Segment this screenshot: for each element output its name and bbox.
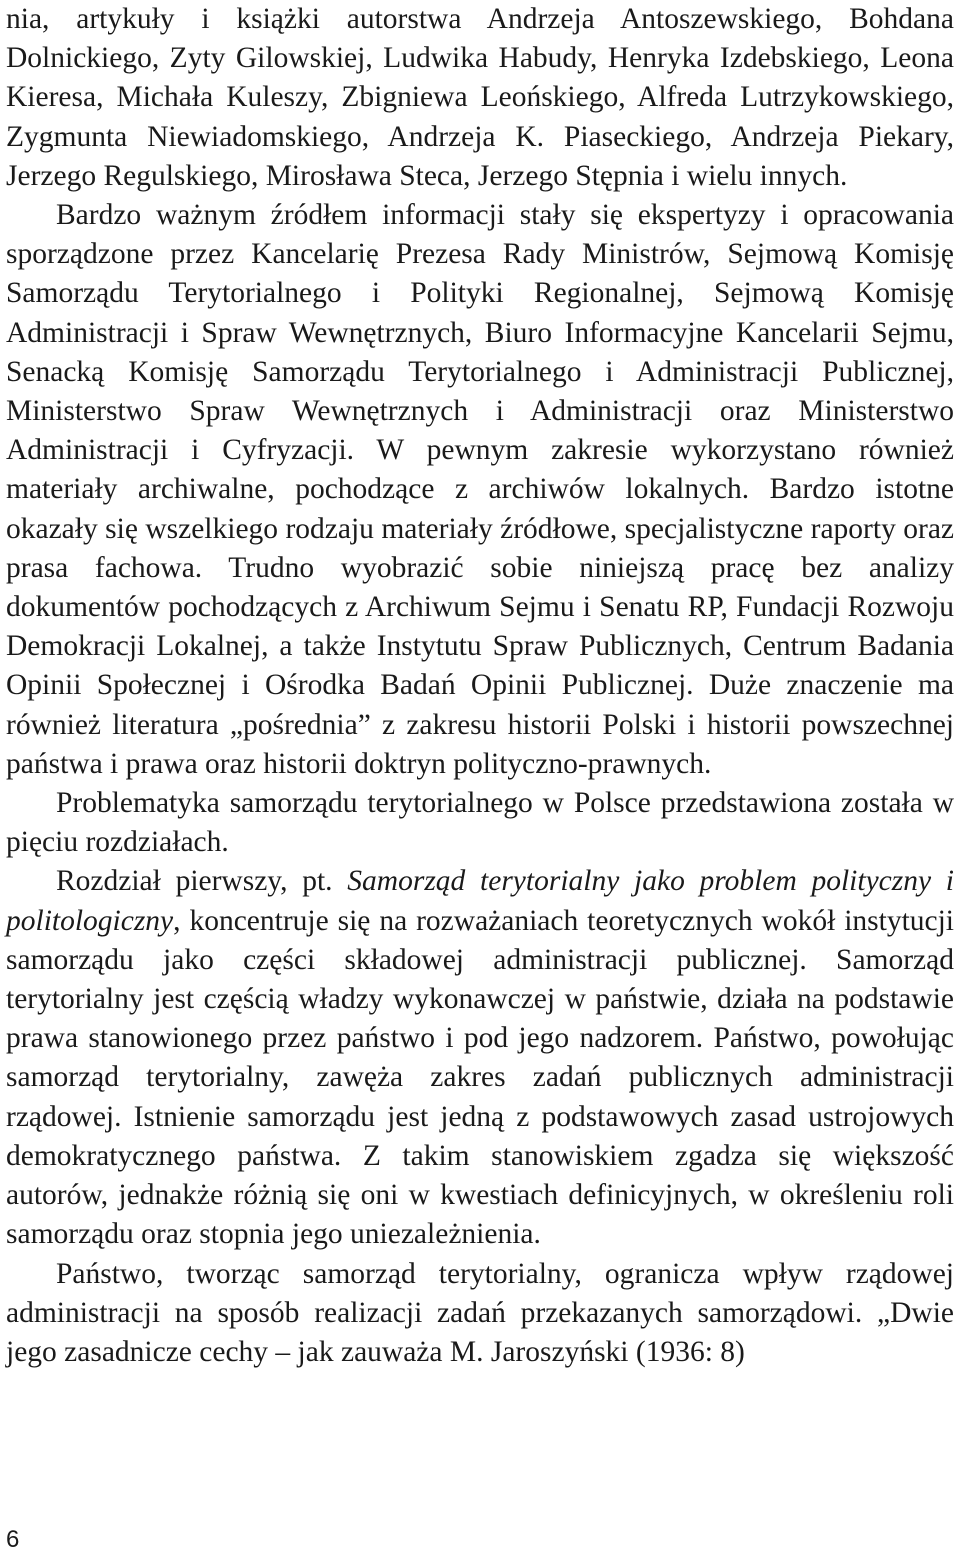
paragraph-continuation: nia, artykuły i książki autorstwa Andrzeja Antoszewskiego, Bohdana Dolnickiego, Zyty Gilowskiej, Ludwika Habudy, Henryka Izdebskiego, Leona Kieresa, Michała Kuleszy, Zbigniewa Leońskiego, Alfreda Lutrzykowskiego, Zygmunta Niewiadomskiego, Andrzeja K. Piaseckiego, Andrzeja Piekary, Jerzego Regulskiego, Mirosława Steca, Jerzego Stępnia i wielu innych.	[6, 3, 954, 192]
chapter-one-lead: Rozdział pierwszy, pt.	[56, 865, 348, 898]
chapter-one-title: Samorząd terytorialny jako problem polityczny i politologiczny	[6, 865, 955, 937]
paragraph-chapter-one	[6, 862, 954, 1254]
chapter-one-rest: , koncentruje się na rozważaniach teoretycznych wokół instytucji samorządu jako części składowej administracji publicznej. Samorząd terytorialny jest częścią władzy wykonawczej w państwie, działa na podstawie prawa stanowionego przez państwo i pod jego nadzorem. Państwo, powołując samorząd terytorialny, zawęża zakres zadań publicznych administracji rządowej. Istnienie samorządu jest jedną z podstawowych zasad ustrojowych demokratycznego państwa. Z takim stanowiskiem zgadza się większość autorów, jednakże różnią się oni w kwestiach definicyjnych, w określeniu roli samorządu oraz stopnia jego uniezależnienia.	[6, 904, 954, 1251]
page-number: 6	[6, 1526, 20, 1553]
paragraph-state-influence: Państwo, tworząc samorząd terytorialny, ogranicza wpływ rządowej administracji na sposób realizacji zadań przekazanych samorządowi. „Dwie jego zasadnicze cechy – jak zauważa M. Jaroszyński (1936: 8)	[6, 1257, 954, 1368]
paragraph-structure: Problematyka samorządu terytorialnego w Polsce przedstawiona została w pięciu rozdziałach.	[6, 787, 954, 859]
page-body	[6, 0, 954, 1372]
paragraph-sources: Bardzo ważnym źródłem informacji stały się ekspertyzy i opracowania sporządzone przez Kancelarię Prezesa Rady Ministrów, Sejmową Komisję Samorządu Terytorialnego i Polityki Regionalnej, Sejmową Komisję Administracji i Spraw Wewnętrznych, Biuro Informacyjne Kancelarii Sejmu, Senacką Komisję Samorządu Terytorialnego i Administracji Publicznej, Ministerstwo Spraw Wewnętrznych i Administracji oraz Ministerstwo Administracji i Cyfryzacji. W pewnym zakresie wykorzystano również materiały archiwalne, pochodzące z archiwów lokalnych. Bardzo istotne okazały się wszelkiego rodzaju materiały źródłowe, specjalistyczne raporty oraz prasa fachowa. Trudno wyobrazić sobie niniejszą pracę bez analizy dokumentów pochodzących z Archiwum Sejmu i Senatu RP, Fundacji Rozwoju Demokracji Lokalnej, a także Instytutu Spraw Publicznych, Centrum Badania Opinii Społecznej i Ośrodka Badań Opinii Publicznej. Duże znaczenie ma również literatura „pośrednia” z zakresu historii Polski i historii powszechnej państwa i prawa oraz historii doktryn polityczno-prawnych.	[6, 199, 954, 780]
